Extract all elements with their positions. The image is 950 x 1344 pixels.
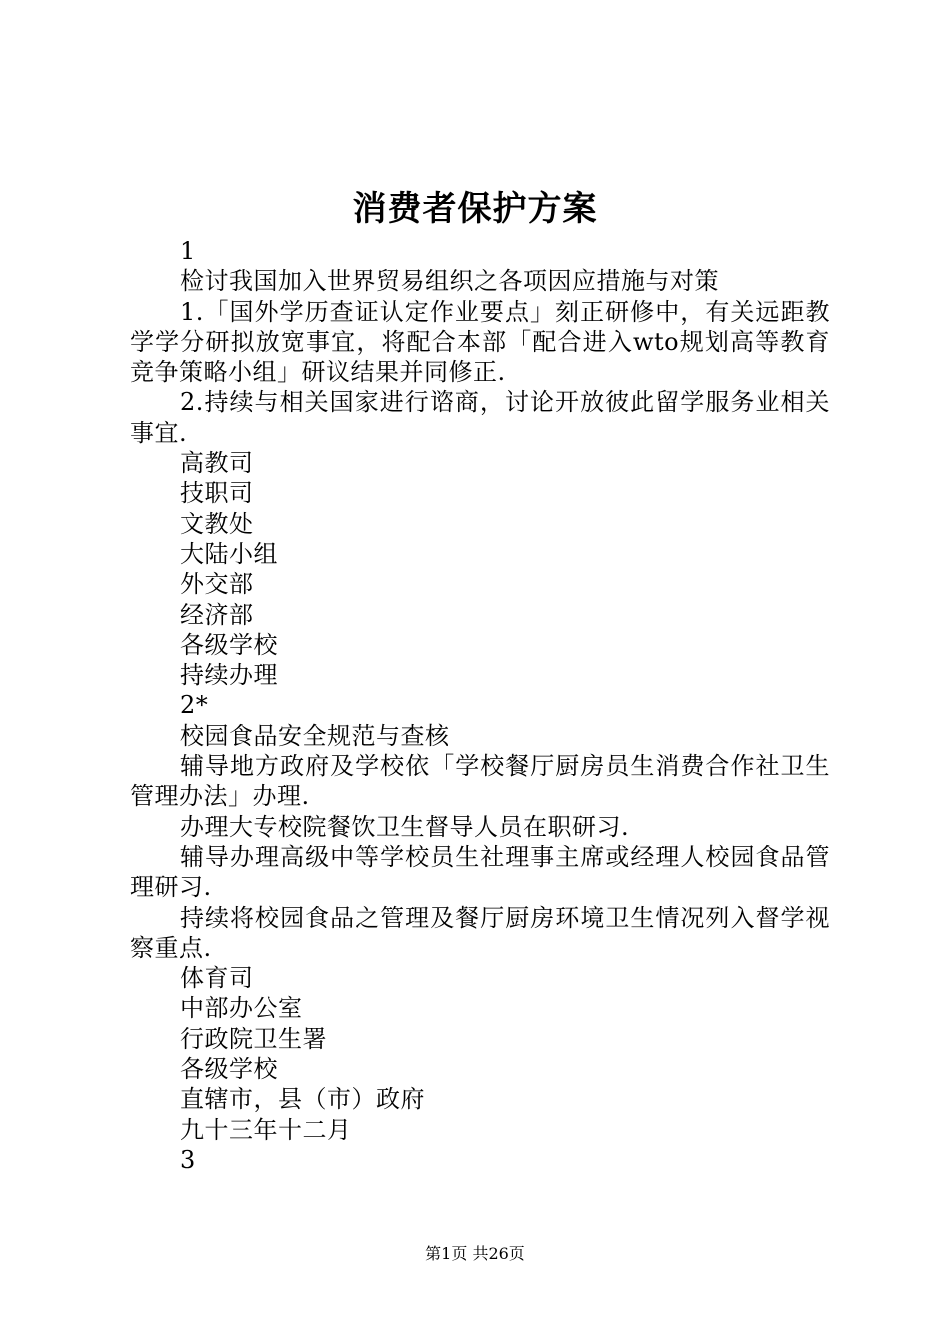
paragraph: 直辖市，县（市）政府 — [180, 1085, 425, 1114]
paragraph: 1.「国外学历查证认定作业要点」刻正研修中，有关远距教学学分研拟放宽事宜，将配合本部「配合进入wto规划高等教育竞争策略小组」研议结果并同修正. — [130, 297, 830, 387]
page-number-footer: 第1页 共26页 — [425, 1244, 525, 1263]
paragraph: 1 — [180, 237, 196, 265]
document-title: 消费者保护方案 — [352, 189, 598, 229]
paragraph: 各级学校 — [180, 630, 278, 659]
paragraph: 持续办理 — [180, 661, 278, 690]
paragraph: 大陆小组 — [180, 539, 278, 568]
document-body — [130, 236, 830, 1175]
paragraph: 文教处 — [180, 509, 254, 538]
paragraph: 经济部 — [180, 600, 254, 629]
paragraph: 办理大专校院餐饮卫生督导人员在职研习. — [180, 812, 630, 841]
paragraph: 2* — [180, 691, 209, 720]
paragraph: 持续将校园食品之管理及餐厅厨房环境卫生情况列入督学视察重点. — [130, 903, 830, 962]
paragraph: 辅导办理高级中等学校员生社理事主席或经理人校园食品管理研习. — [130, 842, 830, 902]
paragraph: 行政院卫生署 — [180, 1024, 327, 1053]
paragraph: 各级学校 — [180, 1055, 278, 1084]
paragraph: 3 — [180, 1145, 196, 1174]
paragraph: 技职司 — [180, 479, 254, 508]
paragraph: 校园食品安全规范与查核 — [180, 721, 450, 750]
paragraph: 体育司 — [180, 964, 254, 993]
paragraph: 外交部 — [180, 570, 254, 599]
paragraph: 中部办公室 — [180, 994, 303, 1023]
paragraph: 2.持续与相关国家进行谘商，讨论开放彼此留学服务业相关事宜. — [130, 388, 830, 447]
paragraph: 辅导地方政府及学校依「学校餐厅厨房员生消费合作社卫生管理办法」办理. — [130, 752, 830, 811]
paragraph: 九十三年十二月 — [180, 1115, 352, 1144]
paragraph: 检讨我国加入世界贸易组织之各项因应措施与对策 — [180, 267, 719, 296]
paragraph: 高教司 — [180, 449, 254, 478]
